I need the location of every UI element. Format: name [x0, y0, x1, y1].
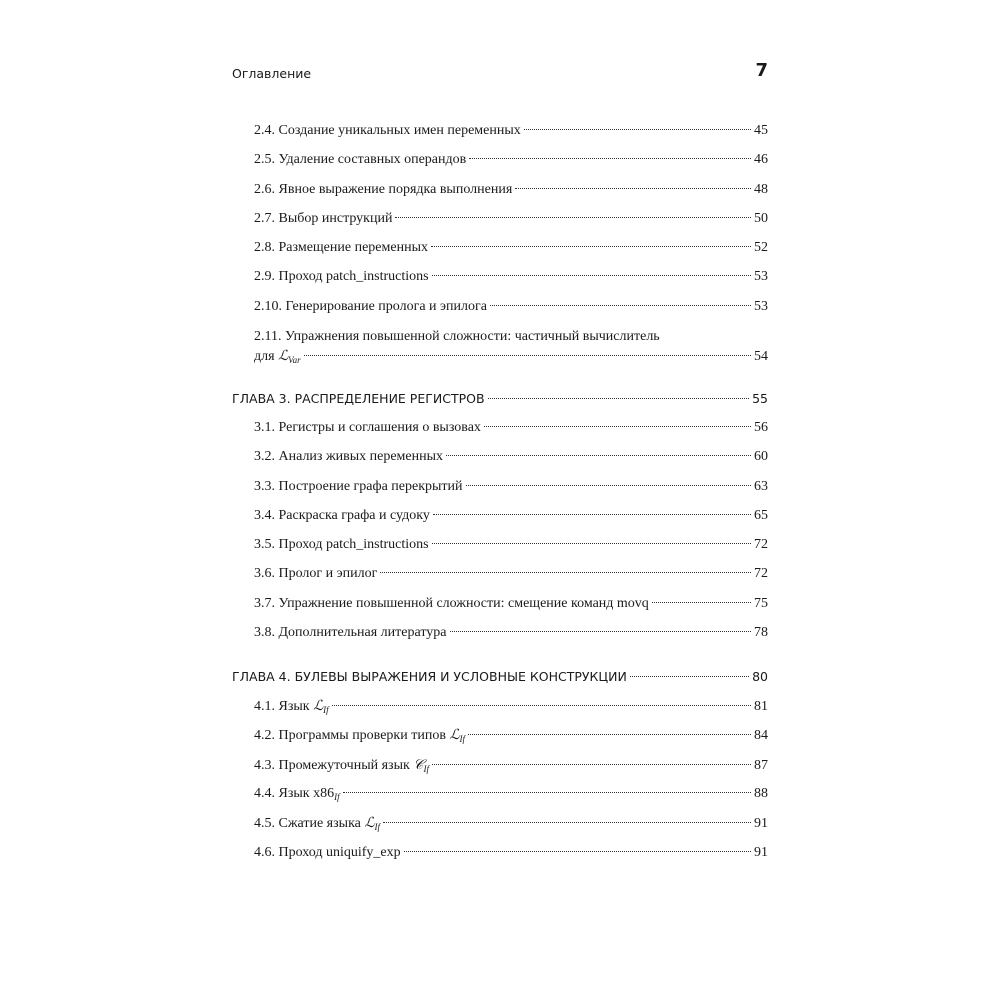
dot-leader [432, 543, 751, 544]
toc-entry-title: 2.7. Выбор инструкций [254, 211, 393, 226]
toc-entry-2-5[interactable] [254, 150, 768, 170]
toc-entry-page: 80 [752, 669, 768, 684]
toc-entry-title: 4.3. Промежуточный язык 𝒞$_{If}$ [254, 757, 429, 774]
lang-subscript: If [423, 764, 429, 774]
toc-entry-2-7[interactable] [254, 209, 768, 229]
toc-entry-page: 88 [754, 786, 768, 801]
dot-leader [404, 851, 751, 852]
page-number: 7 [755, 60, 768, 81]
toc-entry-2-4[interactable] [254, 121, 768, 141]
dot-leader [630, 676, 749, 677]
toc-entry-3-4[interactable] [254, 506, 768, 526]
lang-subscript: Var [288, 355, 301, 365]
toc-entry-4-6[interactable] [254, 843, 768, 863]
toc-chapter-title: ГЛАВА 3. РАСПРЕДЕЛЕНИЕ РЕГИСТРОВ [232, 391, 485, 406]
dot-leader [380, 572, 751, 573]
running-header-title: Оглавление [232, 66, 312, 81]
toc-entry-title: 3.7. Упражнение повышенной сложности: смещение команд movq [254, 596, 649, 611]
dot-leader [484, 426, 751, 427]
toc-entry-2-11-line1[interactable]: 2.11. Упражнения повышенной сложности: частичный вычислитель [254, 329, 660, 344]
toc-entry-4-5[interactable] [254, 813, 768, 833]
toc-entry-title: 2.9. Проход patch_instructions [254, 269, 429, 284]
toc-entry-page: 53 [754, 299, 768, 314]
lang-symbol: ℒ [449, 727, 460, 743]
dot-leader [469, 158, 751, 159]
toc-entry-page: 72 [754, 566, 768, 581]
toc-entry-2-11[interactable] [254, 346, 768, 366]
dot-leader [450, 631, 752, 632]
toc-entry-3-8[interactable] [254, 623, 768, 643]
toc-entry-3-2[interactable] [254, 447, 768, 467]
toc-entry-page: 78 [754, 625, 768, 640]
toc-entry-page: 55 [752, 391, 768, 406]
toc-entry-3-6[interactable] [254, 564, 768, 584]
toc-entry-page: 84 [754, 728, 768, 743]
toc-entry-title: 3.2. Анализ живых переменных [254, 449, 444, 464]
lang-subscript: If [374, 822, 380, 832]
toc-chapter-title: ГЛАВА 4. БУЛЕВЫ ВЫРАЖЕНИЯ И УСЛОВНЫЕ КОНСТРУКЦИИ [232, 669, 627, 684]
toc-entry-page: 56 [754, 420, 768, 435]
toc-entry-title: 4.6. Проход uniquify_exp [254, 845, 401, 860]
dot-leader [468, 734, 751, 735]
toc-entry-page: 45 [754, 123, 768, 138]
toc-entry-4-2[interactable] [254, 725, 768, 745]
toc-entry-page: 91 [754, 816, 768, 831]
toc-entry-title: 3.3. Построение графа перекрытий [254, 479, 463, 494]
lang-symbol: ℒ [364, 815, 375, 831]
toc-entry-2-9[interactable] [254, 267, 768, 287]
dot-leader [488, 398, 750, 399]
toc-entry-title: 4.1. Язык ℒ$_{If}$ [254, 698, 329, 715]
lang-symbol: 𝒞 [413, 757, 424, 773]
dot-leader [524, 129, 751, 130]
toc-entry-page: 87 [754, 758, 768, 773]
toc-entry-page: 91 [754, 845, 768, 860]
toc-entry-page: 81 [754, 699, 768, 714]
toc-chapter-3[interactable] [232, 389, 768, 409]
toc-entry-title: 4.2. Программы проверки типов ℒ$_{If}$ [254, 727, 466, 744]
toc-entry-page: 50 [754, 211, 768, 226]
dot-leader [446, 455, 751, 456]
lang-subscript: If [459, 734, 466, 744]
toc-entry-2-6[interactable] [254, 180, 768, 200]
dot-leader [466, 485, 751, 486]
lang-subscript: If [323, 705, 329, 715]
toc-entry-title: 4.5. Сжатие языка ℒ$_{If}$ [254, 815, 380, 832]
toc-entry-page: 54 [754, 349, 768, 364]
toc-entry-page: 46 [754, 152, 768, 167]
toc-entry-title: 3.8. Дополнительная литература [254, 625, 447, 640]
dot-leader [343, 792, 751, 793]
toc-entry-3-3[interactable] [254, 477, 768, 497]
dot-leader [383, 822, 751, 823]
toc-entry-4-1[interactable] [254, 696, 768, 716]
dot-leader [490, 305, 751, 306]
toc-entry-title: 2.5. Удаление составных операндов [254, 152, 467, 167]
dot-leader [432, 764, 751, 765]
toc-entry-3-5[interactable] [254, 535, 768, 555]
dot-leader [432, 275, 751, 276]
dot-leader [395, 217, 751, 218]
toc-entry-title: 2.4. Создание уникальных имен переменных [254, 123, 521, 138]
dot-leader [431, 246, 751, 247]
toc-entry-title: 2.8. Размещение переменных [254, 240, 428, 255]
toc-entry-page: 60 [754, 449, 768, 464]
toc-entry-page: 65 [754, 508, 768, 523]
dot-leader [652, 602, 751, 603]
toc-entry-title: 3.1. Регистры и соглашения о вызовах [254, 420, 481, 435]
toc-chapter-4[interactable] [232, 667, 768, 687]
toc-entry-page: 53 [754, 269, 768, 284]
toc-entry-page: 72 [754, 537, 768, 552]
dot-leader [304, 355, 751, 356]
dot-leader [433, 514, 751, 515]
toc-entry-title: 3.5. Проход patch_instructions [254, 537, 429, 552]
toc-entry-title: 4.4. Язык $x86_{If}$ [254, 786, 340, 802]
toc-entry-page: 63 [754, 479, 768, 494]
lang-symbol: ℒ [278, 348, 289, 364]
toc-entry-4-4[interactable] [254, 784, 768, 804]
dot-leader [515, 188, 751, 189]
toc-entry-title: 3.6. Пролог и эпилог [254, 566, 378, 581]
dot-leader [332, 705, 751, 706]
toc-entry-2-8[interactable] [254, 238, 768, 258]
toc-entry-page: 52 [754, 240, 768, 255]
toc-entry-3-7[interactable] [254, 594, 768, 614]
toc-entry-title: для ℒ$_{Var}$ [254, 348, 301, 365]
toc-entry-3-1[interactable] [254, 418, 768, 438]
lang-symbol: ℒ [313, 698, 324, 714]
toc-entry-title: 3.4. Раскраска графа и судоку [254, 508, 430, 523]
toc-entry-page: 75 [754, 596, 768, 611]
toc-entry-2-10[interactable] [254, 297, 768, 317]
toc-entry-page: 48 [754, 182, 768, 197]
toc-entry-4-3[interactable] [254, 755, 768, 775]
lang-subscript: If [334, 792, 340, 802]
toc-entry-title: 2.6. Явное выражение порядка выполнения [254, 182, 513, 197]
toc-entry-title: 2.10. Генерирование пролога и эпилога [254, 299, 487, 314]
